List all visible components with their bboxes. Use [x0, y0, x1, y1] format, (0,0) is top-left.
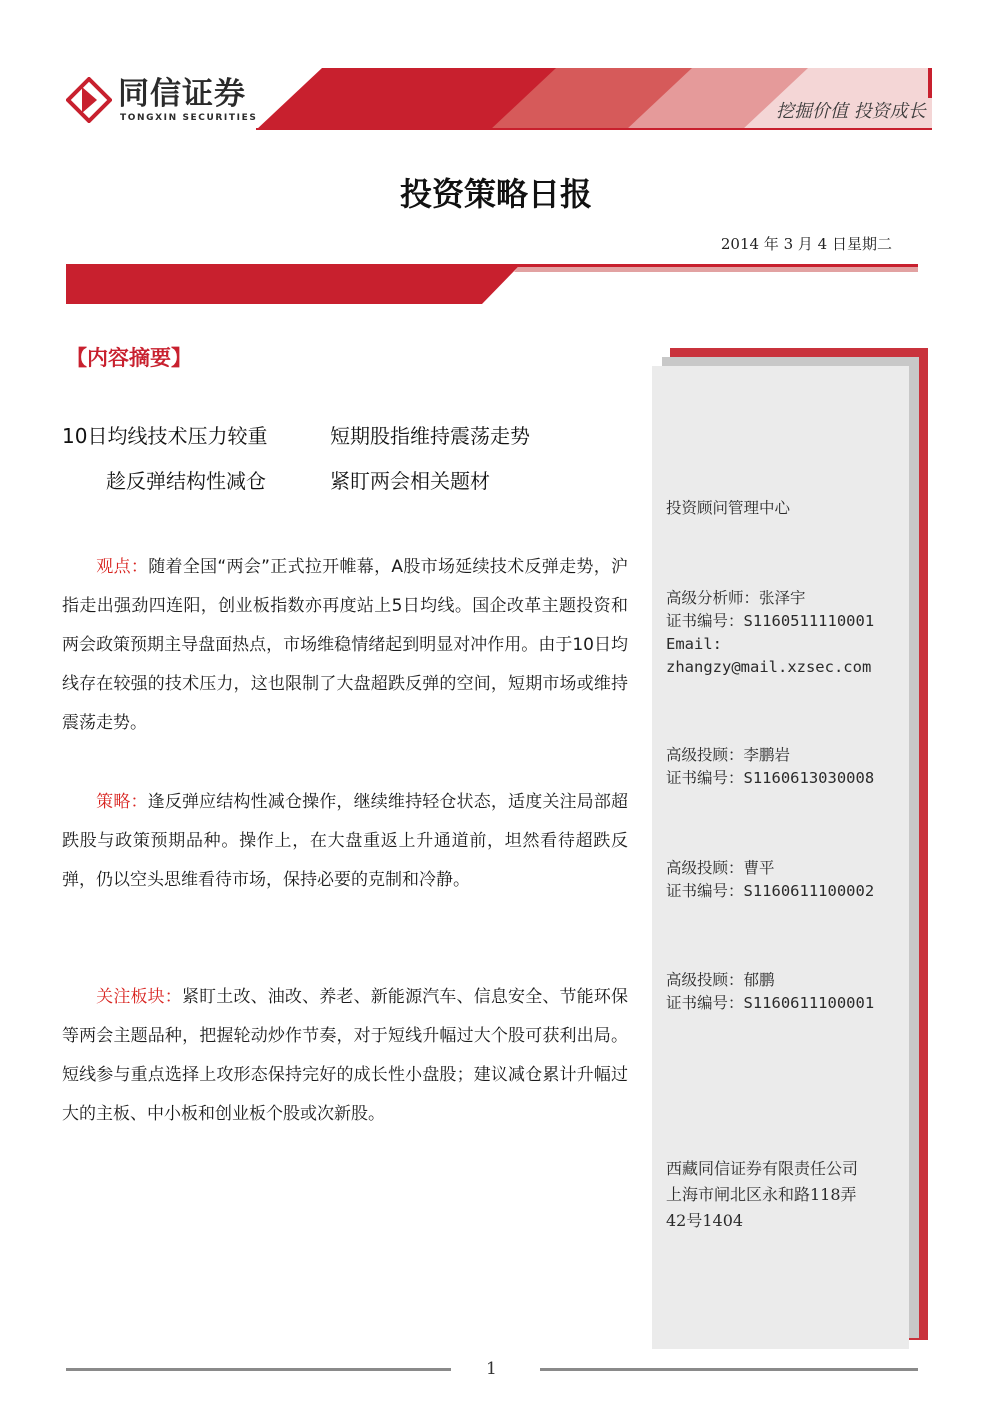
summary-section-label: 【内容摘要】: [66, 346, 192, 370]
headline-3: 趁反弹结构性减仓: [106, 469, 266, 493]
footer-rule-right: [540, 1368, 918, 1371]
advisor-name: 高级投顾：郁鹏: [666, 971, 775, 989]
sidebar-advisor-1: [666, 744, 912, 790]
analyst-cert: 证书编号：S1160511110001: [666, 612, 875, 630]
address-unit: 42号1404: [666, 1211, 744, 1230]
paragraph-text: 逢反弹应结构性减仓操作，继续维持轻仓状态，适度关注局部超跌股与政策预期品种。操作上，在大盘重返上升通道前，坦然看待超跌反弹，仍以空头思维看待市场，保持必要的克制和冷静。: [62, 792, 629, 890]
advisor-cert: 证书编号：S1160611100001: [666, 994, 875, 1012]
paragraph-strategy: [62, 783, 628, 900]
report-title: 投资策略日报: [399, 175, 592, 213]
sidebar-address: [666, 1156, 912, 1234]
advisor-name: 高级投顾：李鹏岩: [666, 746, 791, 764]
analyst-email: zhangzy@mail.xzsec.com: [666, 658, 872, 676]
sidebar-advisor-3: [666, 969, 912, 1015]
headline-1: 10日均线技术压力较重: [62, 424, 268, 448]
paragraph-label: 关注板块：: [96, 987, 182, 1007]
sidebar-analyst-block: [666, 587, 912, 679]
company-name-cn: 同信证券: [118, 76, 246, 112]
advisor-cert: 证书编号：S1160613030008: [666, 769, 875, 787]
advisor-cert: 证书编号：S1160611100002: [666, 882, 875, 900]
page-number: 1: [486, 1359, 497, 1379]
address-company: 西藏同信证券有限责任公司: [666, 1159, 859, 1178]
analyst-name: 高级分析师：张泽宇: [666, 589, 806, 607]
footer-rule-left: [66, 1368, 451, 1371]
report-date: 2014 年 3 月 4 日星期二: [720, 235, 892, 253]
sidebar-advisor-2: [666, 857, 912, 903]
advisor-name: 高级投顾：曹平: [666, 859, 775, 877]
paragraph-sectors: [62, 978, 628, 1134]
company-name-en: TONGXIN SECURITIES: [120, 113, 258, 123]
title-red-band: [66, 264, 918, 304]
sidebar-dept: 投资顾问管理中心: [666, 499, 791, 517]
paragraph-text: 随着全国“两会”正式拉开帷幕，A股市场延续技术反弹走势，沪指走出强劲四连阳，创业板指数亦再度站上5日均线。国企改革主题投资和两会政策预期主导盘面热点，市场维稳情绪起到明显对冲作用。由于10日均线存在较强的技术压力，这也限制了大盘超跌反弹的空间，短期市场或维持震荡走势。: [62, 557, 628, 733]
logo-diamond-icon: [66, 77, 112, 123]
headline-4: 紧盯两会相关题材: [330, 469, 490, 493]
analyst-email-label: Email:: [666, 635, 722, 653]
slogan: 挖掘价值 投资成长: [776, 101, 926, 122]
headline-2: 短期股指维持震荡走势: [330, 424, 530, 448]
address-street: 上海市闸北区永和路118弄: [666, 1185, 857, 1204]
paragraph-text: 紧盯土改、油改、养老、新能源汽车、信息安全、节能环保等两会主题品种，把握轮动炒作节奏，对于短线升幅过大个股可获利出局。短线参与重点选择上攻形态保持完好的成长性小盘股；建议减仓累计升幅过大的主板、中小板和创业板个股或次新股。: [62, 987, 628, 1124]
paragraph-label: 策略：: [96, 792, 148, 812]
paragraph-viewpoint: [62, 548, 628, 743]
paragraph-label: 观点：: [96, 557, 149, 577]
